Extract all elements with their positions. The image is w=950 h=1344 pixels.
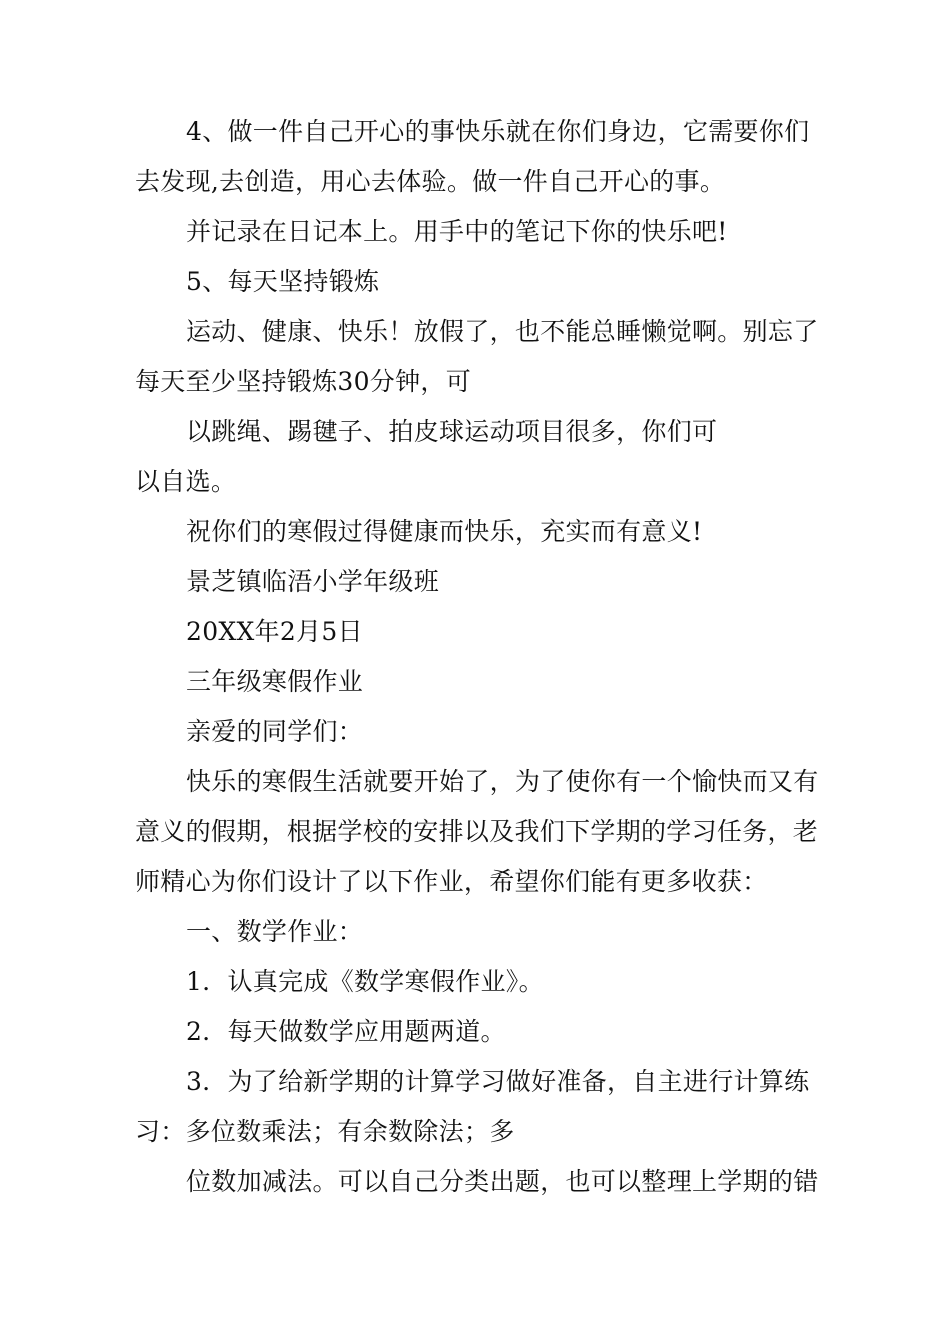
- text-line: 运动、健康、快乐！放假了，也不能总睡懒觉啊。别忘了: [186, 317, 819, 346]
- signature-date: 20XX年2月5日: [186, 617, 363, 646]
- list-item: 1．认真完成《数学寒假作业》。: [186, 967, 544, 996]
- text-line: 并记录在日记本上。用手中的笔记下你的快乐吧!: [186, 217, 728, 246]
- section-title: 三年级寒假作业: [186, 667, 364, 696]
- text-line: 每天至少坚持锻炼30分钟，可: [135, 367, 472, 396]
- signature-school: 景芝镇临浯小学年级班: [186, 567, 440, 596]
- text-line: 以自选。: [135, 467, 237, 496]
- text-line: 快乐的寒假生活就要开始了，为了使你有一个愉快而又有: [186, 767, 819, 796]
- text-line: 5、每天坚持锻炼: [186, 267, 380, 296]
- text-line: 去发现,去创造，用心去体验。做一件自己开心的事。: [135, 167, 726, 196]
- text-line: 师精心为你们设计了以下作业，希望你们能有更多收获：: [135, 867, 768, 896]
- text-line: 习：多位数乘法；有余数除法；多: [135, 1117, 515, 1146]
- text-line: 位数加减法。可以自己分类出题，也可以整理上学期的错: [186, 1167, 819, 1196]
- list-item: 2．每天做数学应用题两道。: [186, 1017, 506, 1046]
- text-line: 祝你们的寒假过得健康而快乐，充实而有意义!: [186, 517, 703, 546]
- list-item: 3．为了给新学期的计算学习做好准备，自主进行计算练: [186, 1067, 810, 1096]
- text-line: 以跳绳、踢毽子、拍皮球运动项目很多，你们可: [186, 417, 718, 446]
- subsection-heading: 一、数学作业：: [186, 917, 364, 946]
- text-line: 4、做一件自己开心的事快乐就在你们身边，它需要你们: [186, 117, 810, 146]
- text-line: 意义的假期，根据学校的安排以及我们下学期的学习任务，老: [135, 817, 819, 846]
- salutation: 亲爱的同学们：: [186, 717, 364, 746]
